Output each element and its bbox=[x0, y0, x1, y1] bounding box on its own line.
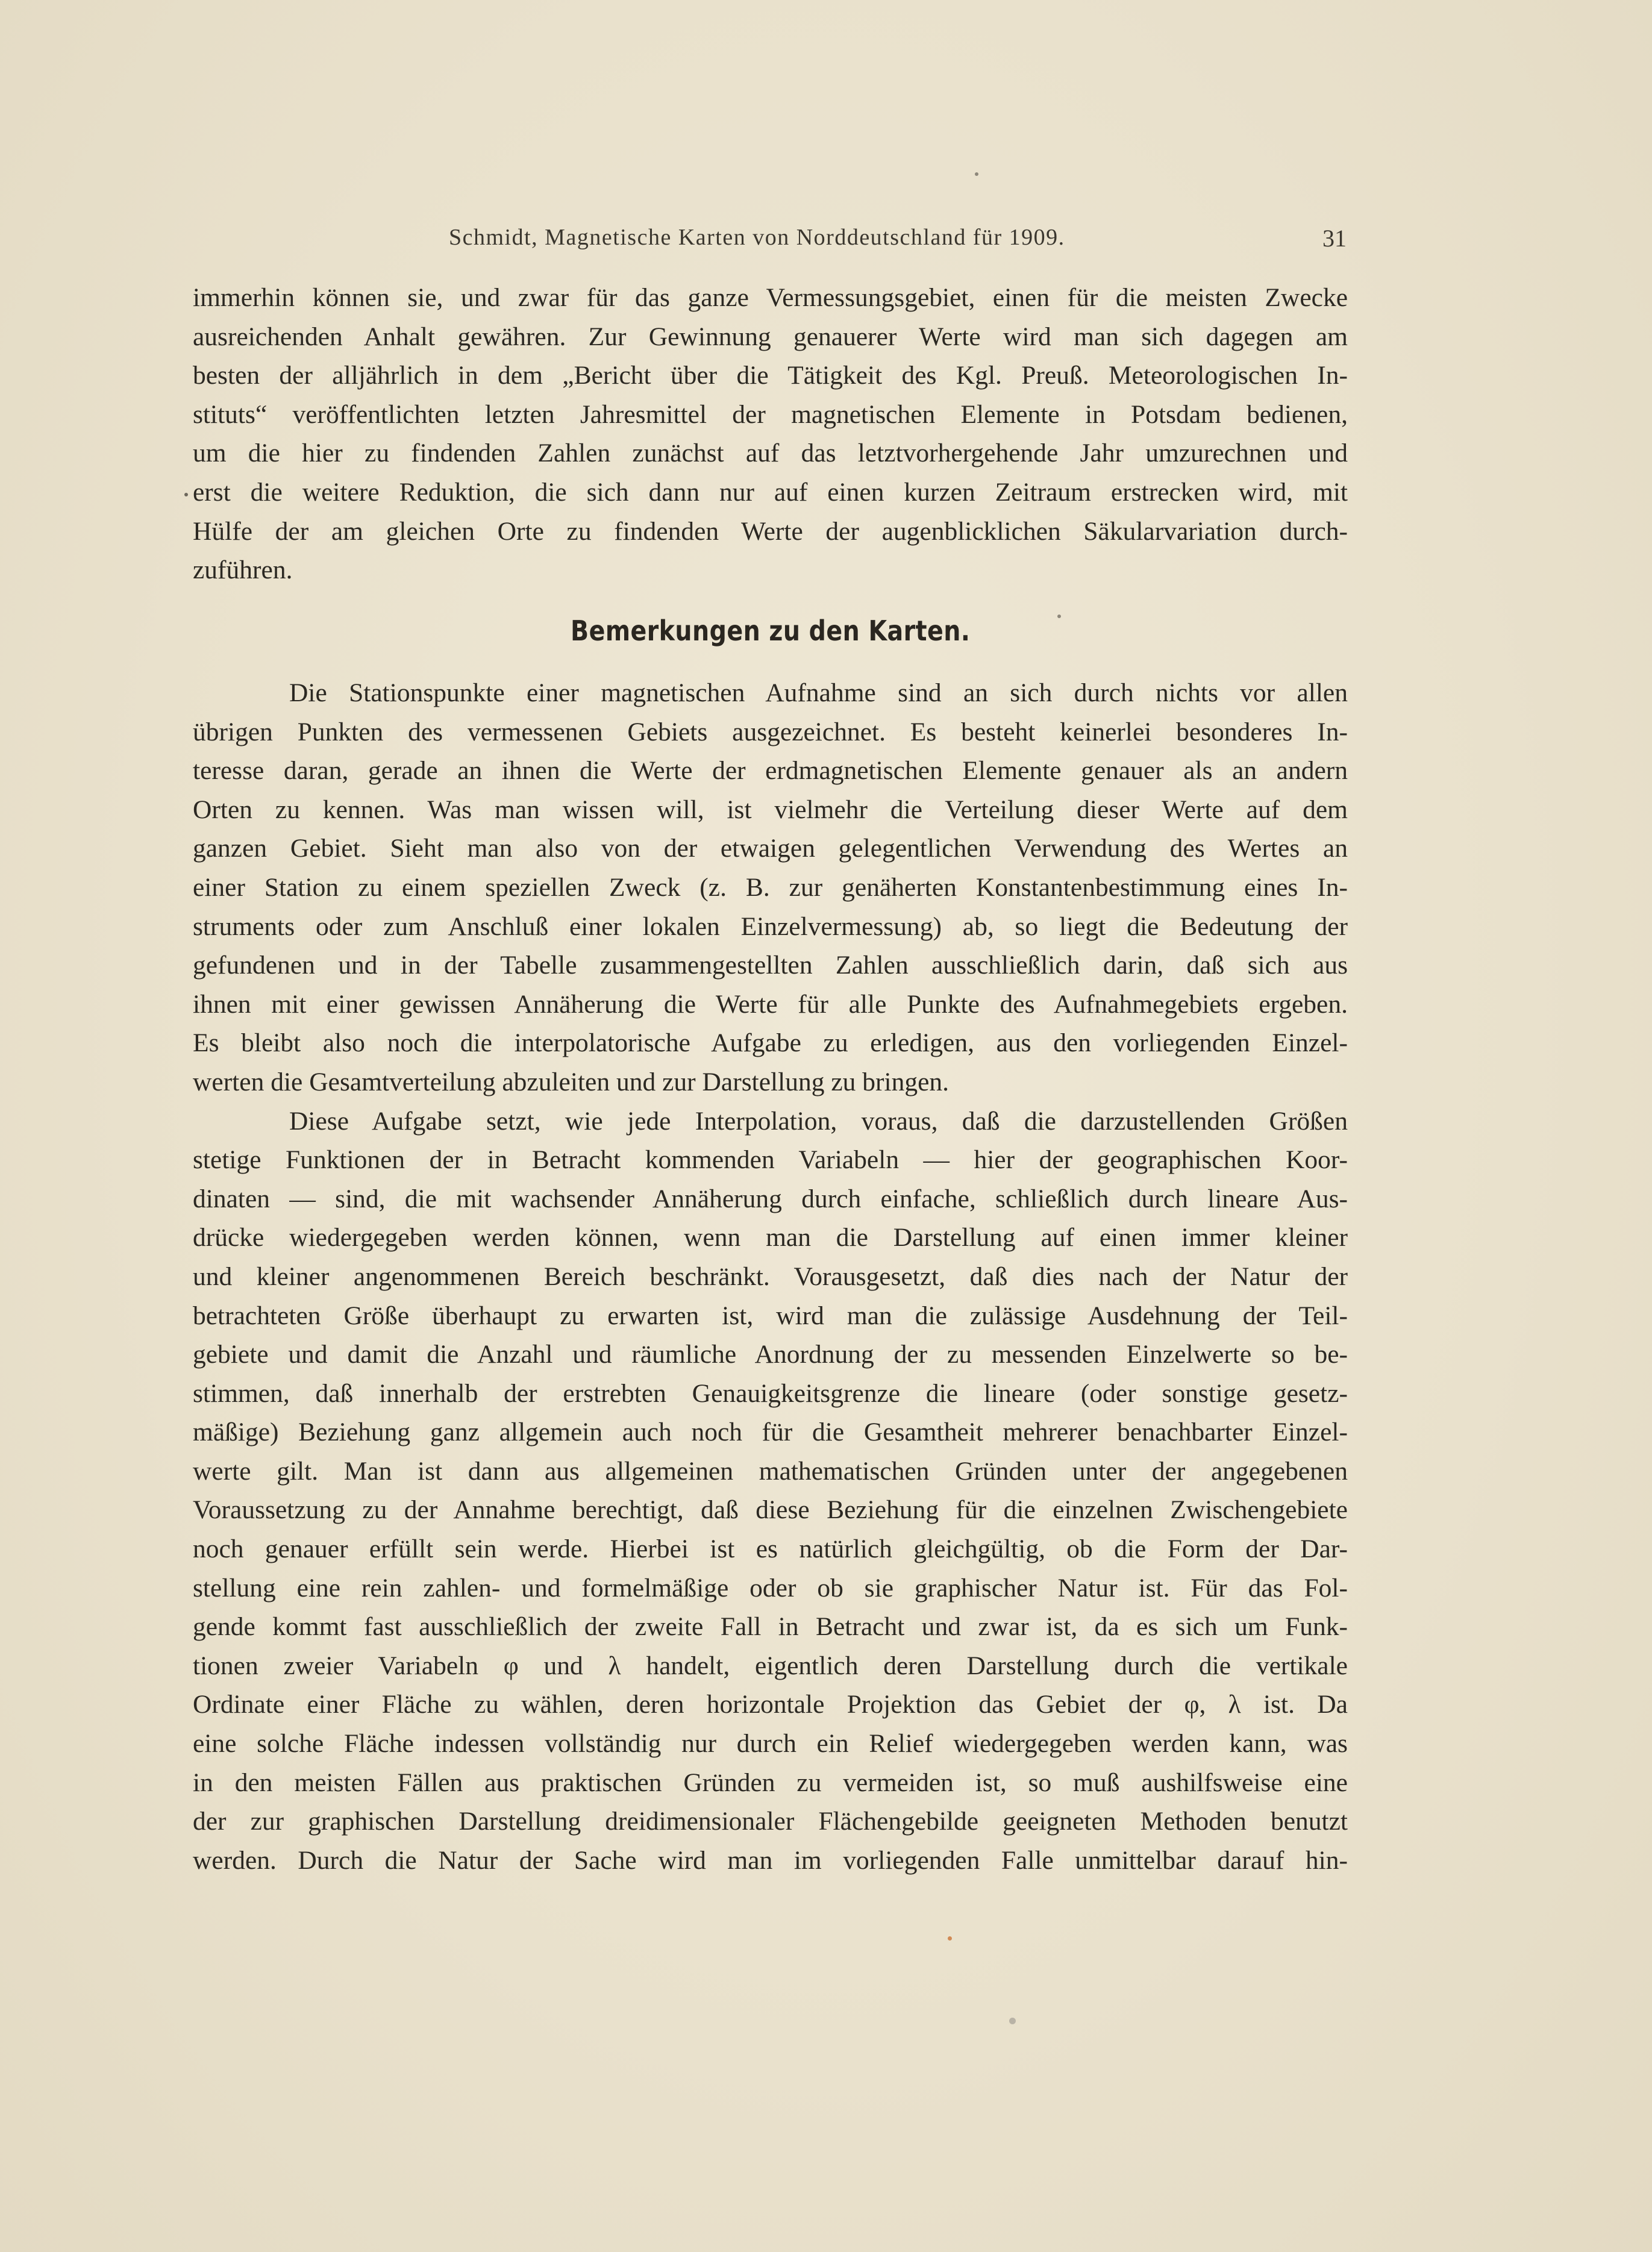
text-line: übrigen Punkten des vermessenen Gebiets ausgezeichnet. Es besteht keinerlei besonderes In- bbox=[193, 717, 1348, 746]
text-line: erst die weitere Reduktion, die sich dann nur auf einen kurzen Zeitraum erstrecken wird, mit bbox=[193, 477, 1348, 507]
paper-speck bbox=[1057, 615, 1061, 618]
paper-speck bbox=[975, 172, 978, 176]
text-line: einer Station zu einem speziellen Zweck (z. B. zur genäherten Konstantenbestimmung eines In- bbox=[193, 872, 1348, 902]
text-line: ganzen Gebiet. Sieht man also von der etwaigen gelegentlichen Verwendung des Wertes an bbox=[193, 834, 1348, 863]
text-line: in den meisten Fällen aus praktischen Gründen zu vermeiden ist, so muß aushilfsweise eine bbox=[193, 1768, 1348, 1797]
text-line: stituts“ veröffentlichten letzten Jahresmittel der magnetischen Elemente in Potsdam bedienen, bbox=[193, 399, 1348, 429]
section-body bbox=[193, 674, 1348, 1880]
text-line: stetige Funktionen der in Betracht kommenden Variabeln — hier der geographischen Koor- bbox=[193, 1145, 1348, 1175]
text-line: gefundenen und in der Tabelle zusammengestellten Zahlen ausschließlich darin, daß sich aus bbox=[193, 951, 1348, 980]
paragraph-stations bbox=[193, 674, 1348, 1102]
text-line: Die Stationspunkte einer magnetischen Aufnahme sind an sich durch nichts vor allen bbox=[289, 678, 1348, 707]
text-line: Ordinate einer Fläche zu wählen, deren horizontale Projektion das Gebiet der φ, λ ist. Da bbox=[193, 1690, 1348, 1719]
text-line: mäßige) Beziehung ganz allgemein auch noch für die Gesamtheit mehrerer benachbarter Einzel- bbox=[193, 1418, 1348, 1447]
page-number: 31 bbox=[1322, 225, 1347, 252]
text-line: stimmen, daß innerhalb der erstrebten Genauigkeitsgrenze die lineare (oder sonstige gesetz- bbox=[193, 1378, 1348, 1408]
text-line: werden. Durch die Natur der Sache wird man im vorliegenden Falle unmittelbar darauf hin- bbox=[193, 1845, 1348, 1875]
section-heading: Bemerkungen zu den Karten. bbox=[570, 615, 971, 647]
text-line: ausreichenden Anhalt gewähren. Zur Gewinnung genauerer Werte wird man sich dagegen am bbox=[193, 322, 1348, 351]
paper-speck bbox=[1009, 2018, 1016, 2024]
text-line: Voraussetzung zu der Annahme berechtigt, daß diese Beziehung für die einzelnen Zwischengebiete bbox=[193, 1495, 1348, 1525]
text-line: gende kommt fast ausschließlich der zweite Fall in Betracht und zwar ist, da es sich um Funk- bbox=[193, 1612, 1348, 1642]
text-line: werte gilt. Man ist dann aus allgemeinen mathematischen Gründen unter der angegebenen bbox=[193, 1456, 1348, 1486]
text-line: und kleiner angenommenen Bereich beschränkt. Vorausgesetzt, daß dies nach der Natur der bbox=[193, 1262, 1348, 1291]
paper-speck bbox=[184, 493, 188, 496]
text-line: besten der alljährlich in dem „Bericht über die Tätigkeit des Kgl. Preuß. Meteorologischen In- bbox=[193, 361, 1348, 390]
text-line: ihnen mit einer gewissen Annäherung die Werte für alle Punkte des Aufnahmegebiets ergeben. bbox=[193, 989, 1348, 1019]
paper-speck bbox=[948, 1936, 952, 1941]
section-heading-container bbox=[193, 615, 1348, 647]
paragraph-interpolation bbox=[193, 1102, 1348, 1880]
running-title: Schmidt, Magnetische Karten von Norddeutschland für 1909. bbox=[449, 225, 1065, 250]
running-head bbox=[193, 224, 1347, 260]
text-line: Es bleibt also noch die interpolatorische Aufgabe zu erledigen, aus den vorliegenden Einzel- bbox=[193, 1028, 1348, 1058]
text-line: Orten zu kennen. Was man wissen will, ist vielmehr die Verteilung dieser Werte auf dem bbox=[193, 795, 1348, 824]
text-line: gebiete und damit die Anzahl und räumliche Anordnung der zu messenden Einzelwerte so be- bbox=[193, 1340, 1348, 1369]
text-line: betrachteten Größe überhaupt zu erwarten ist, wird man die zulässige Ausdehnung der Teil- bbox=[193, 1301, 1348, 1330]
text-line: zuführen. bbox=[193, 555, 293, 585]
text-line: noch genauer erfüllt sein werde. Hierbei ist es natürlich gleichgültig, ob die Form der Dar- bbox=[193, 1534, 1348, 1564]
text-line: tionen zweier Variabeln φ und λ handelt, eigentlich deren Darstellung durch die vertikale bbox=[193, 1651, 1348, 1680]
text-line: um die hier zu findenden Zahlen zunächst auf das letztvorhergehende Jahr umzurechnen und bbox=[193, 439, 1348, 468]
text-line: drücke wiedergegeben werden können, wenn man die Darstellung auf einen immer kleiner bbox=[193, 1223, 1348, 1253]
text-line: stellung eine rein zahlen- und formelmäßige oder ob sie graphischer Natur ist. Für das Fol- bbox=[193, 1573, 1348, 1603]
text-line: Diese Aufgabe setzt, wie jede Interpolation, voraus, daß die darzustellenden Größen bbox=[289, 1106, 1348, 1136]
text-line: werten die Gesamtverteilung abzuleiten und zur Darstellung zu bringen. bbox=[193, 1067, 950, 1096]
text-line: der zur graphischen Darstellung dreidimensionaler Flächengebilde geeigneten Methoden benutzt bbox=[193, 1807, 1348, 1836]
text-line: dinaten — sind, die mit wachsender Annäherung durch einfache, schließlich durch lineare Aus- bbox=[193, 1184, 1348, 1213]
text-line: struments oder zum Anschluß einer lokalen Einzelvermessung) ab, so liegt die Bedeutung der bbox=[193, 912, 1348, 941]
paragraph-continued bbox=[193, 278, 1348, 590]
text-line: eine solche Fläche indessen vollständig nur durch ein Relief wiedergegeben werden kann, was bbox=[193, 1729, 1348, 1759]
text-line: Hülfe der am gleichen Orte zu findenden Werte der augenblicklichen Säkularvariation durch- bbox=[193, 516, 1348, 546]
text-line: teresse daran, gerade an ihnen die Werte der erdmagnetischen Elemente genauer als an andern bbox=[193, 756, 1348, 786]
text-line: immerhin können sie, und zwar für das ganze Vermessungsgebiet, einen für die meisten Zwecke bbox=[193, 283, 1348, 312]
